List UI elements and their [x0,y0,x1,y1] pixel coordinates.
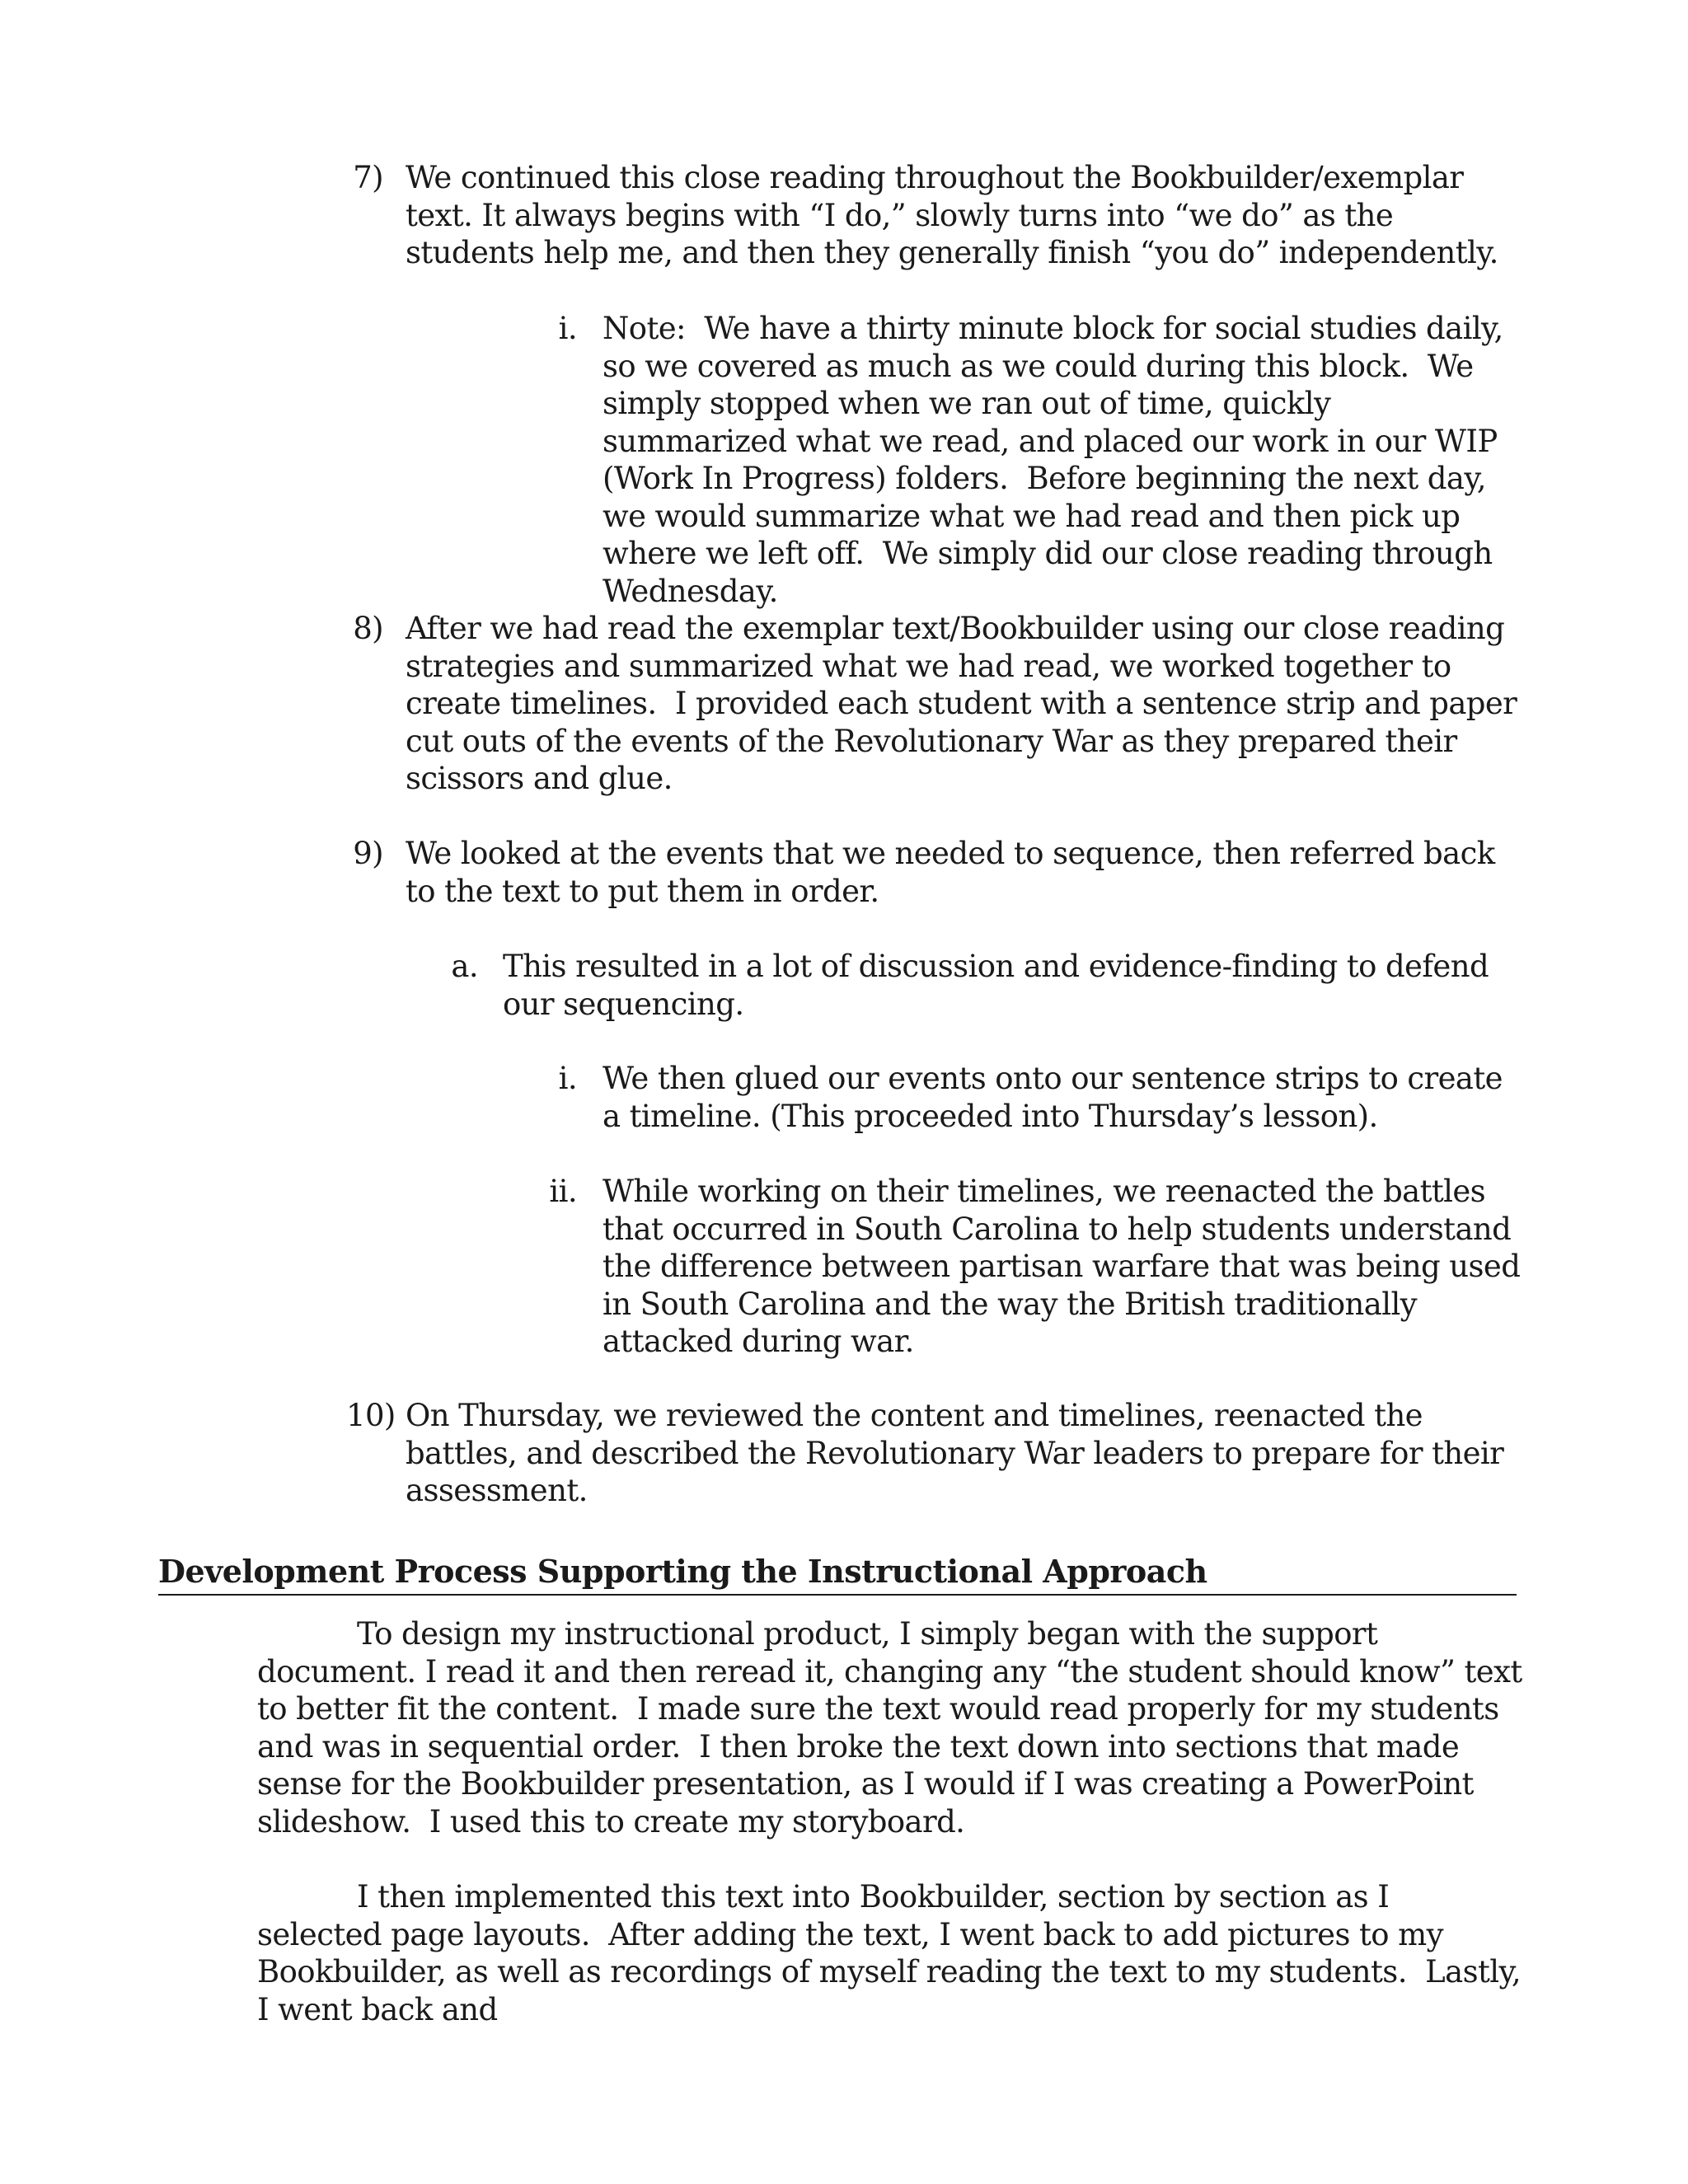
list-marker: 8) [353,611,383,646]
body-paragraph: I then implemented this text into Bookbuilder, section by section as I selected page layouts. After adding the text, I went back to add pictures to my Bookbuilder, as well as recordings of myself reading the text to my students. Lastly, I went back and [257,1879,1522,2027]
list-marker: ii. [549,1174,577,1209]
list-item-text: We continued this close reading throughout the Bookbuilder/exemplar text. It always begins with “I do,” slowly turns into “we do” as the students help me, and then they generally finish “you do” independently. [406,160,1498,270]
list-item-text: Note: We have a thirty minute block for social studies daily, so we covered as much as we could during this block. We simply stopped when we ran out of time, quickly summarized what we read, and placed our work in our WIP (Work In Progress) folders. Before beginning the next day, we would summarize what we had read and then pick up where we left off. We simply did our close reading through Wednesday. [603,311,1503,609]
list-item-text: After we had read the exemplar text/Bookbuilder using our close reading strategies and summarized what we had read, we worked together to create timelines. I provided each student with a sentence strip and paper cut outs of the events of the Revolutionary War as they prepared their scissors and glue. [406,611,1517,796]
list-item-text: While working on their timelines, we reenacted the battles that occurred in South Carolina to help students understand the difference between partisan warfare that was being used in South Carolina and the way the British traditionally attacked during war. [603,1174,1521,1359]
list-item-text: We then glued our events onto our sentence strips to create a timeline. (This proceeded into Thursday’s lesson). [603,1061,1503,1134]
section-heading: Development Process Supporting the Instructional Approach [158,1553,1517,1596]
body-paragraph: To design my instructional product, I simply began with the support document. I read it and then reread it, changing any “the student should know” text to better fit the content. I made sure the text would read properly for my students and was in sequential order. I then broke the text down into sections that made sense for the Bookbuilder presentation, as I would if I was creating a PowerPoint slideshow. I used this to create my storyboard. [257,1616,1522,1840]
list-marker: a. [451,949,478,984]
list-marker: i. [558,1061,577,1096]
list-item-text: On Thursday, we reviewed the content and timelines, reenacted the battles, and described the Revolutionary War leaders to prepare for their assessment. [406,1398,1504,1508]
list-item-text: We looked at the events that we needed to sequence, then referred back to the text to put them in order. [406,836,1495,909]
list-item-text: This resulted in a lot of discussion and evidence-finding to defend our sequencing. [503,949,1489,1022]
list-marker: i. [558,311,577,346]
list-marker: 10) [346,1398,396,1433]
list-marker: 7) [353,160,383,195]
list-marker: 9) [353,836,383,871]
